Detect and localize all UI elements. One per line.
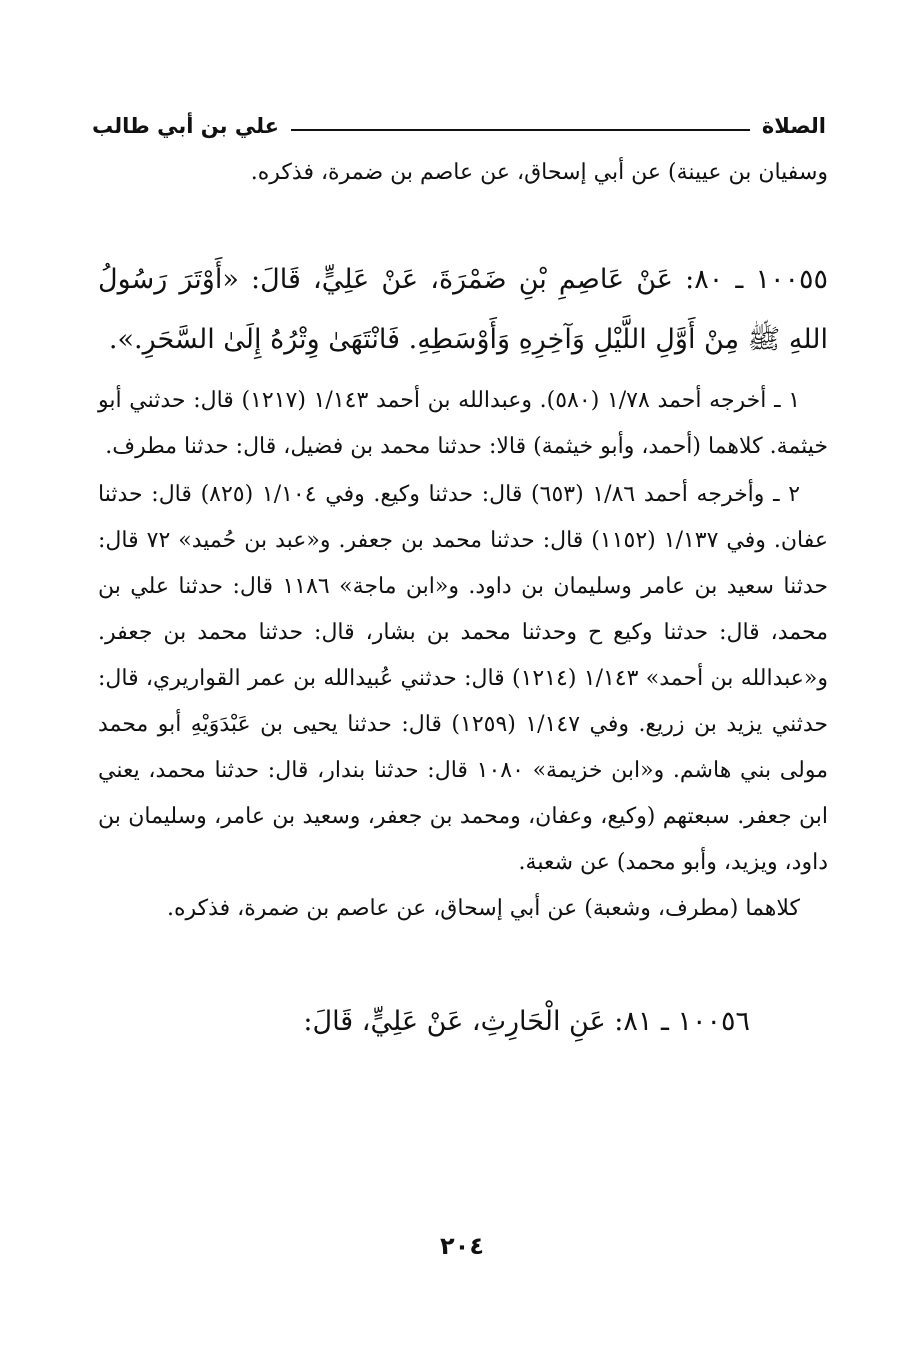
header-rule bbox=[291, 129, 750, 131]
takhrij-paragraph-1: ١ ـ أخرجه أحمد ١/٧٨ (٥٨٠). وعبدالله بن أحمد ١/١٤٣ (١٢١٧) قال: حدثني أبو خيثمة. كلاهما (أحمد، وأبو خيثمة) قالا: حدثنا محمد بن فضيل، قال: حدثنا مطرف. bbox=[98, 388, 828, 459]
hadith-isnad: عَنْ عَاصِمِ بْنِ ضَمْرَةَ، عَنْ عَلِيٍّ، قَالَ: bbox=[251, 264, 673, 295]
hadith-10055 bbox=[98, 250, 828, 370]
running-header bbox=[92, 108, 826, 144]
hadith-number: ١٠٠٥٥ ـ ٨٠: bbox=[685, 264, 828, 295]
hadith-number: ١٠٠٥٦ ـ ٨١: bbox=[614, 1006, 750, 1037]
section-title: علي بن أبي طالب bbox=[92, 114, 279, 138]
hadith-matn: «أَوْتَرَ رَسُولُ اللهِ ﷺ مِنْ أَوَّلِ اللَّيْلِ وَآخِرِهِ وَأَوْسَطِهِ. فَانْتَهَىٰ وِتْرُهُ إِلَىٰ السَّحَرِ.». bbox=[98, 264, 828, 355]
continuation-line: وسفيان بن عيينة) عن أبي إسحاق، عن عاصم بن ضمرة، فذكره. bbox=[250, 160, 828, 185]
main-text bbox=[98, 150, 828, 1052]
chapter-title: الصلاة bbox=[761, 114, 826, 138]
hadith-isnad: عَنِ الْحَارِثِ، عَنْ عَلِيٍّ، قَالَ: bbox=[303, 1006, 606, 1037]
takhrij-paragraph-2: ٢ ـ وأخرجه أحمد ١/٨٦ (٦٥٣) قال: حدثنا وكيع. وفي ١/١٠٤ (٨٢٥) قال: حدثنا عفان. وفي ١/١٣٧ (١١٥٢) قال: حدثنا محمد بن جعفر. و«عبد بن حُميد» ٧٢ قال: حدثنا سعيد بن عامر وسليمان بن داود. و«ابن ماجة» ١١٨٦ قال: حدثنا علي بن محمد، قال: حدثنا وكيع ح وحدثنا محمد بن بشار، قال: حدثنا محمد بن جعفر. و«عبدالله بن أحمد» ١/١٤٣ (١٢١٤) قال: حدثني عُبيدالله بن عمر القواريري، قال: حدثني يزيد بن زريع. وفي ١/١٤٧ (١٢٥٩) قال: حدثنا يحيى بن عَبْدَوَيْهِ أبو محمد مولى بني هاشم. و«ابن خزيمة» ١٠٨٠ قال: حدثنا بندار، قال: حدثنا محمد، يعني ابن جعفر. سبعتهم (وكيع، وعفان، ومحمد بن جعفر، وسعيد بن عامر، وسليمان بن داود، ويزيد، وأبو محمد) عن شعبة. bbox=[98, 482, 829, 875]
hadith-10056 bbox=[98, 992, 828, 1052]
conclusion-paragraph: كلاهما (مطرف، وشعبة) عن أبي إسحاق، عن عاصم بن ضمرة، فذكره. bbox=[166, 896, 800, 921]
page-number: ٢٠٤ bbox=[440, 1232, 484, 1260]
